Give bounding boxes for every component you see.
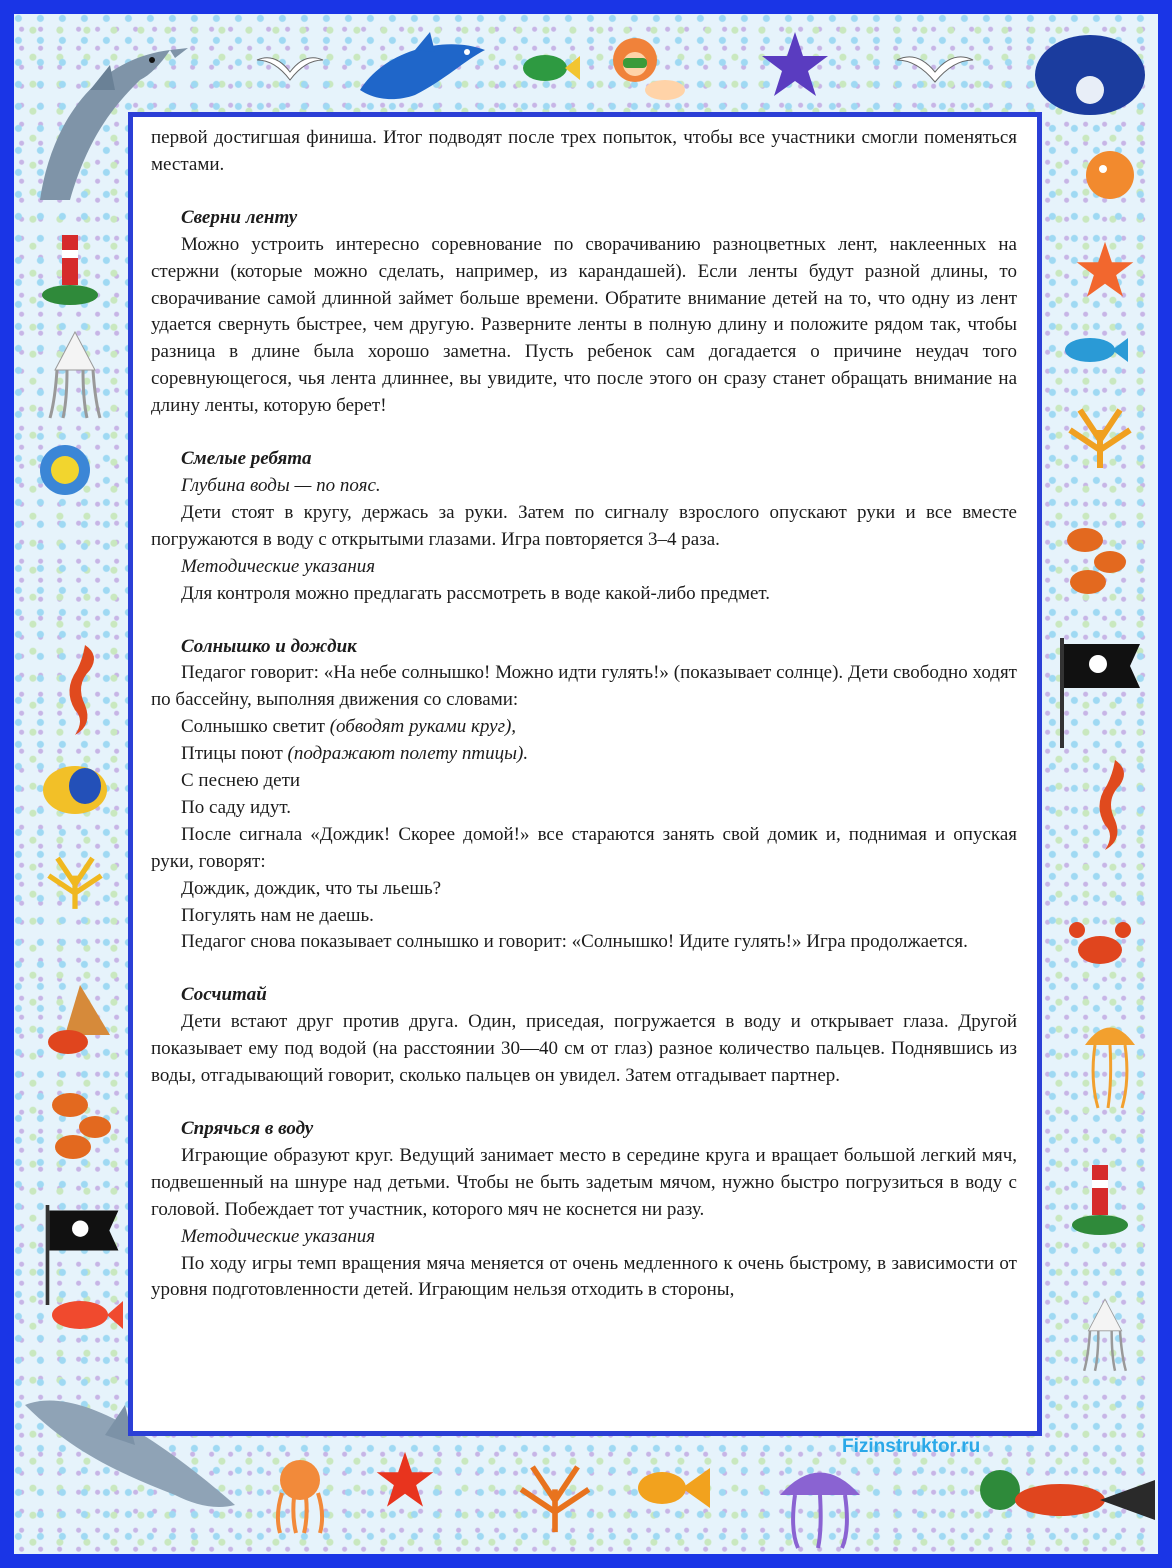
game-heading-hide-in-water: Спрячься в воду	[181, 1118, 314, 1139]
game-heading-brave-kids: Смелые ребята	[181, 448, 312, 470]
text-panel	[128, 112, 1042, 1436]
article-body	[151, 125, 1017, 1304]
paragraph: Можно устроить интересно соревнование по сворачиванию разноцветных лент, наклеенных на стержни (которые можно сделать, например, из карандашей). Если ленты будут разной длины, то сворачивание самой длинной займет больше времени. Обратите внимание детей на то, что одну из лент удается свернуть быстрее, чем другую. Разверните ленты в полную длину и положите рядом так, чтобы разница в длине была хорошо заметна. Пусть ребенок сам догадается о причине неудач того соревнующегося, чья лента длиннее, вы увидите, что после этого он сразу станет обращать внимание на длину ленты, которую берет!	[151, 233, 1017, 417]
paragraph: По ходу игры темп вращения мяча меняется от очень медленного к очень быстрому, в зависимости от уровня подготовленности детей. Играющим нельзя отходить в стороны,	[151, 1252, 1017, 1301]
methodical-notes-heading: Методические указания	[181, 555, 376, 577]
paragraph: Играющие образуют круг. Ведущий занимает место в середине круга и вращает большой легкий мяч, подвешенный на шнуре над детьми. Чтобы не быть задетым мячом, нужно быстро погрузиться в воду с головой. Побеждает тот участник, которого мяч не коснется ни разу.	[151, 1144, 1017, 1220]
pirate-flag-icon	[40, 1205, 125, 1305]
verse-line: По саду идут.	[181, 796, 291, 818]
water-depth-note: Глубина воды — по пояс.	[181, 474, 381, 496]
octopus-icon	[270, 1455, 330, 1535]
coral-icon	[40, 840, 110, 920]
paragraph: Педагог говорит: «На небе солнышко! Можно идти гулять!» (показывает солнце). Дети свободно ходят по бассейну, выполняя движения со словами:	[151, 662, 1017, 711]
verse-line: Погулять нам не даешь.	[181, 904, 374, 926]
goldfish-icon	[632, 1458, 712, 1518]
seahorse-icon	[55, 640, 105, 740]
fish-icon	[1060, 520, 1130, 600]
verse-line: С песнею дети	[181, 770, 301, 792]
seahorse-icon	[1085, 750, 1135, 860]
paragraph: Для контроля можно предлагать рассмотреть в воде какой-либо предмет.	[181, 582, 771, 604]
fish-icon	[45, 1295, 125, 1335]
seagull-icon	[255, 50, 325, 90]
methodical-notes-heading: Методические указания	[181, 1225, 376, 1247]
paragraph: Дети встают друг против друга. Один, приседая, погружается в воду и открывает глаза. Другой показывает ему под водой (на расстоянии 30—40 см от глаз) разное количество пальцев. Поднявшись из воды, отгадывающий говорит, сколько пальцев он увидел. Затем отгадывает партнер.	[151, 1011, 1017, 1087]
paragraph: После сигнала «Дождик! Скорее домой!» все стараются занять свой домик и, поднимая и опуская руки, говорят:	[151, 823, 1017, 872]
diver-icon	[960, 1460, 1160, 1540]
paragraph: первой достигшая финиша. Итог подводят после трех попыток, чтобы все участники смогли поменяться местами.	[151, 127, 1017, 175]
lighthouse-icon	[40, 225, 100, 305]
verse-line: Солнышко светит (обводят руками круг),	[181, 716, 517, 738]
verse-line: Птицы поют (подражают полету птицы).	[181, 743, 529, 765]
shell-pearl-icon	[1030, 20, 1150, 120]
coral-icon	[510, 1445, 600, 1545]
seagull-icon	[895, 50, 975, 90]
pirate-flag-icon	[1058, 638, 1143, 748]
jellyfish-icon	[1080, 1010, 1140, 1110]
verse-line: Дождик, дождик, что ты льешь?	[181, 877, 442, 899]
starfish-icon	[760, 30, 830, 100]
game-heading-roll-ribbon: Сверни ленту	[181, 206, 298, 228]
hermit-crab-icon	[40, 980, 120, 1060]
site-watermark: Fizinstruktor.ru	[842, 1436, 981, 1457]
game-heading-count: Сосчитай	[181, 984, 267, 1006]
fish-icon	[1060, 330, 1130, 370]
paragraph: Дети стоят в кругу, держась за руки. Затем по сигналу взрослого опускают руки и все вместе погружаются в воду с открытыми глазами. Игра повторяется 3–4 раза.	[151, 501, 1017, 550]
squid-icon	[1080, 1290, 1130, 1380]
diver-icon	[605, 30, 685, 110]
lighthouse-icon	[1070, 1145, 1130, 1245]
dolphin-icon	[355, 30, 495, 110]
crab-icon	[1065, 915, 1135, 975]
starfish-icon	[1075, 240, 1135, 300]
squid-icon	[45, 330, 105, 420]
fish-icon	[520, 48, 580, 88]
starfish-icon	[375, 1450, 435, 1510]
fish-icon	[40, 1085, 120, 1165]
jellyfish-icon	[770, 1450, 870, 1550]
fish-icon	[35, 440, 95, 500]
pufferfish-icon	[1075, 145, 1145, 205]
paragraph: Педагог снова показывает солнышко и говорит: «Солнышко! Идите гулять!» Игра продолжается.	[181, 931, 968, 953]
game-heading-sun-and-rain: Солнышко и дождик	[181, 635, 357, 657]
fish-icon	[35, 760, 115, 820]
coral-icon	[1060, 400, 1140, 470]
